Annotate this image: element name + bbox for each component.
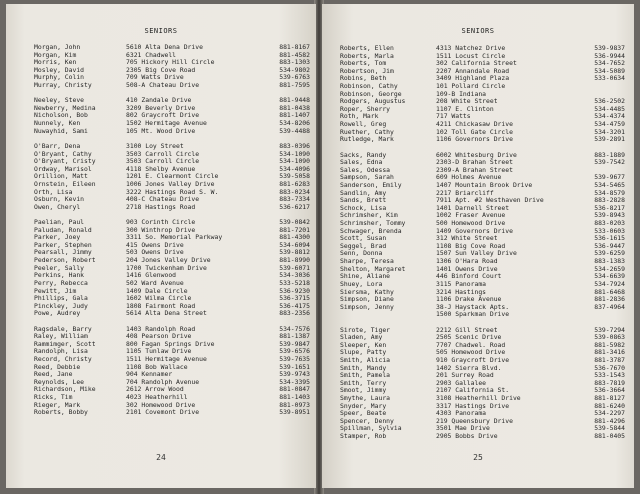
page-number: 24 [156, 453, 166, 462]
student-phone: 539-6576 [279, 347, 310, 356]
roster-entry [340, 106, 625, 114]
student-phone: 539-4488 [279, 126, 310, 135]
student-address: 4023 Heatherhill [126, 393, 188, 402]
right-page [322, 4, 634, 488]
student-name: Rowell, Greg [340, 120, 387, 129]
student-phone: 881-7201 [279, 225, 310, 234]
student-name: Rammimger, Scott [34, 339, 96, 348]
student-phone: 539-8951 [279, 408, 310, 417]
student-name: Rodgers, Augustus [340, 97, 406, 106]
student-address: 219 Queensbury Drive [436, 416, 513, 425]
student-name: Pewitt, Jim [34, 286, 77, 295]
student-phone: 536-6217 [279, 202, 310, 211]
student-phone: 883-7819 [594, 378, 625, 387]
student-address: 2905 Bobbs Drive [436, 432, 498, 441]
student-name: Parker, Joey [34, 233, 81, 242]
student-phone: 883-0396 [279, 141, 310, 150]
student-address: 1500 Sparkman Drive [436, 310, 510, 319]
student-phone: 536-9944 [594, 51, 625, 60]
student-name: Shuey, Lora [340, 279, 383, 288]
roster-entry [340, 311, 625, 319]
student-address: 3501 Mae Drive [436, 424, 490, 433]
student-phone: 881-0438 [279, 103, 310, 112]
student-name: Smoot, Jimmy [340, 386, 387, 395]
student-phone: 533-0603 [594, 226, 625, 235]
student-address: 609 Holmes Avenue [436, 173, 502, 182]
student-name: Osburn, Kevin [34, 195, 85, 204]
student-name: Smith, Alicia [340, 355, 391, 364]
student-address: 1006 Jones Valley Drive [126, 179, 215, 188]
student-phone: 539-9847 [279, 339, 310, 348]
student-phone: 539-0863 [594, 333, 625, 342]
student-name: Sirote, Tiger [340, 325, 391, 334]
student-name: Morgan, John [34, 43, 81, 51]
student-phone: 881-5982 [594, 340, 625, 349]
student-name: Schrimsher, Kim [340, 211, 398, 220]
student-name: Paelian, Paul [34, 218, 85, 227]
student-name: Record, Christy [34, 354, 92, 363]
student-address: 1409 Governors Drive [436, 226, 513, 235]
student-phone: 536-9447 [594, 241, 625, 250]
student-phone: 534-7652 [594, 59, 625, 68]
student-address: 1409 Dale Circle [126, 286, 188, 295]
student-phone: 533-1543 [594, 371, 625, 380]
student-name: Spillman, Sylvia [340, 424, 402, 433]
student-name: Ragsdale, Barry [34, 324, 92, 333]
page-number: 25 [473, 453, 483, 462]
student-address: 410 Zandale Drive [126, 96, 192, 105]
student-name: Snyder, Mary [340, 401, 387, 410]
student-address: 38-J Haystack Apts. [436, 302, 510, 311]
student-name: Sales, Edna [340, 158, 383, 167]
student-phone: 534-3201 [594, 127, 625, 136]
student-phone: 881-8990 [279, 256, 310, 265]
student-name: Randolph, Lisa [34, 347, 88, 356]
student-address: 446 Binford Court [436, 272, 502, 281]
student-address: 1700 Twickenham Drive [126, 263, 207, 272]
student-name: Phillips, Gala [34, 294, 88, 303]
student-address: 4303 Panorama [436, 409, 487, 418]
student-name: Ruether, Cathy [340, 127, 394, 136]
student-name: Shine, Aliane [340, 272, 391, 281]
student-name: Perry, Rebecca [34, 278, 88, 287]
student-name: Roberts, Marla [340, 51, 394, 60]
student-address: 105 Mt. Wood Drive [126, 126, 196, 135]
student-address: 3222 Hastings Road S. W. [126, 187, 219, 196]
student-phone: 536-2502 [594, 97, 625, 106]
student-address: 7707 Chadwel. Road [436, 340, 506, 349]
student-address: 3108 Heatherhill Drive [436, 394, 521, 403]
student-name: Robinson, George [340, 89, 402, 98]
student-phone: 534-7924 [594, 279, 625, 288]
student-name: Parker, Stephen [34, 240, 92, 249]
student-phone: 881-6468 [594, 287, 625, 296]
student-address: 300 Winthrop Drive [126, 225, 196, 234]
student-name: Murphy, Colin [34, 73, 85, 82]
student-name: Peeler, Sally [34, 263, 85, 272]
student-phone: 539-6259 [594, 249, 625, 258]
student-address: 502 Ward Avenue [126, 278, 184, 287]
student-address: 102 Toll Gate Circle [436, 127, 513, 136]
roster-entry [34, 128, 310, 136]
student-name: Reynolds, Lee [34, 377, 85, 386]
student-name: Sanderson, Emily [340, 180, 402, 189]
student-address: 3311 So. Memorial Parkway [126, 233, 223, 242]
student-name: Spencer, Denny [340, 416, 394, 425]
student-address: 4313 Natchez Drive [436, 44, 506, 52]
roster-entry [34, 364, 310, 372]
student-address: 704 Randolph Avenue [126, 377, 200, 386]
student-name: Roberts, Bobby [34, 408, 88, 417]
student-address: 505 Homewood Drive [436, 348, 506, 357]
student-phone: 881-3787 [594, 355, 625, 364]
student-phone: 539-7294 [594, 325, 625, 334]
student-phone: 536-9230 [279, 286, 310, 295]
student-phone: 536-4175 [279, 301, 310, 310]
roster-list [340, 45, 625, 441]
student-address: 2505 Scenic Drive [436, 333, 502, 342]
roster-entry [34, 409, 310, 417]
student-name: Orth, Lisa [34, 187, 73, 196]
student-phone: 881-2836 [594, 295, 625, 304]
student-address: 3409 Highland Plaza [436, 74, 510, 83]
student-address: 2305 Big Cove Road [126, 65, 196, 74]
student-address: 6002 Whitesburg Drive [436, 150, 517, 159]
student-phone: 534-7576 [279, 324, 310, 333]
student-phone: 837-4964 [594, 302, 625, 311]
page-header: SENIORS [144, 27, 178, 35]
student-phone: 883-1303 [279, 58, 310, 67]
student-name: Simpson, Diane [340, 295, 394, 304]
roster-entry [34, 310, 310, 318]
student-address: 1107 E. Clinton [436, 104, 494, 113]
student-phone: 883-7334 [279, 195, 310, 204]
student-name: Robertson, Jim [340, 66, 394, 75]
student-address: 109-B Indiana [436, 89, 487, 98]
student-address: 910 Graycroft Drive [436, 355, 510, 364]
student-address: 1602 Wilma Circle [126, 294, 192, 303]
student-name: Pinckley, Judy [34, 301, 88, 310]
student-phone: 539-8812 [279, 248, 310, 257]
student-phone: 881-7595 [279, 81, 310, 90]
student-phone: 534-8206 [279, 119, 310, 128]
student-name: Reed, Debbie [34, 362, 81, 371]
student-name: Pearsall, Jimmy [34, 248, 92, 257]
student-phone: 881-3416 [594, 348, 625, 357]
student-address: 2303-D Brahan Street [436, 158, 513, 167]
student-address: 1416 Glenwood [126, 271, 177, 280]
student-phone: 534-1090 [279, 157, 310, 166]
student-name: O'Barr, Dena [34, 141, 81, 150]
student-name: O'Bryant, Cristy [34, 157, 96, 166]
student-address: 1407 Mountain Brook Drive [436, 180, 533, 189]
student-phone: 539-1651 [279, 362, 310, 371]
student-phone: 539-9837 [594, 44, 625, 52]
student-address: 3503 Carroll Circle [126, 157, 200, 166]
student-address: 705 Hickory Hill Circle [126, 58, 215, 67]
student-name: Rieger, Mark [34, 400, 81, 409]
student-phone: 534-9802 [279, 65, 310, 74]
student-name: Slupe, Patty [340, 348, 387, 357]
student-phone: 881-0973 [279, 400, 310, 409]
student-phone: 881-1403 [279, 393, 310, 402]
student-phone: 534-3036 [279, 271, 310, 280]
student-address: 1401 Owens Drive [436, 264, 498, 273]
student-address: 1201 E. Clearmont Circle [126, 172, 219, 181]
student-address: 1808 Fairmont Road [126, 301, 196, 310]
student-name: Nunnely, Ken [34, 119, 81, 128]
student-name: Ornstein, Eileen [34, 179, 96, 188]
student-name: Pederson, Robert [34, 256, 96, 265]
student-phone: 881-4300 [279, 233, 310, 242]
student-phone: 534-5465 [594, 180, 625, 189]
student-phone: 536-7670 [594, 363, 625, 372]
student-address: 3503 Carroll Circle [126, 149, 200, 158]
student-name: Sands, Brett [340, 196, 387, 205]
student-address: 1401 Darnell Street [436, 203, 510, 212]
student-name: Sandlin, Amy [340, 188, 387, 197]
student-address: 4211 Chickasaw Drive [436, 120, 513, 129]
roster-entry [340, 433, 625, 441]
student-address: 3209 Beverly Drive [126, 103, 196, 112]
student-name: Sampson, Sarah [340, 173, 394, 182]
student-name: Sladen, Amy [340, 333, 383, 342]
student-phone: 534-2659 [594, 264, 625, 273]
student-address: 312 White Street [436, 234, 498, 243]
student-name: Scott, Susan [340, 234, 387, 243]
student-name: Smith, Mandy [340, 363, 387, 372]
student-name: Robins, Beth [340, 74, 387, 83]
student-phone: 536-8217 [594, 203, 625, 212]
student-address: 6321 Chadwell [126, 50, 177, 59]
student-address: 904 Kennamer [126, 370, 173, 379]
student-name: Roth, Mark [340, 112, 379, 121]
student-address: 500 Homewood Drive [436, 219, 506, 228]
student-name: Sacks, Randy [340, 150, 387, 159]
student-phone: 536-3664 [594, 386, 625, 395]
student-phone: 881-4296 [594, 416, 625, 425]
student-phone: 883-0234 [279, 187, 310, 196]
student-name: Nuwayhid, Sami [34, 126, 88, 135]
roster-entry [34, 82, 310, 90]
page-header: SENIORS [461, 27, 495, 35]
student-address: 201 Surrey Road [436, 371, 494, 380]
student-phone: 534-6639 [594, 272, 625, 281]
student-address: 1108 Bob Wallace [126, 362, 188, 371]
student-name: Roberts, Ellen [340, 44, 394, 52]
student-name: Perkins, Hank [34, 271, 85, 280]
student-address: 1002 Fraser Avenue [436, 211, 506, 220]
student-name: Newberry, Medina [34, 103, 96, 112]
student-name: Senn, Donna [340, 249, 383, 258]
student-address: 1108 Big Cove Road [436, 241, 506, 250]
student-name: Reed, Jane [34, 370, 73, 379]
student-name: Schwager, Brenda [340, 226, 402, 235]
student-address: 1507 Sun Valley Drive [436, 249, 517, 258]
student-name: Orillion, Matt [34, 172, 88, 181]
student-phone: 539-6071 [279, 263, 310, 272]
student-phone: 881-1407 [279, 111, 310, 120]
student-address: 5614 Alta Dena Street [126, 309, 207, 318]
student-name: Raley, William [34, 332, 88, 341]
student-phone: 881-6283 [279, 179, 310, 188]
student-address: 1511 Hermitage Avenue [126, 354, 207, 363]
student-name: Schock, Lisa [340, 203, 387, 212]
student-name: Stamper, Rob [340, 432, 387, 441]
student-name: Smith, Terry [340, 378, 387, 387]
student-address: 2612 Arrow Wood [126, 385, 184, 394]
student-name: Richardson, Mike [34, 385, 96, 394]
student-name: Rutledge, Mark [340, 135, 394, 144]
student-phone: 534-8579 [594, 188, 625, 197]
student-phone: 539-7635 [279, 354, 310, 363]
student-address: 3317 Hastings Drive [436, 401, 510, 410]
student-address: 3100 Loy Street [126, 141, 184, 150]
student-phone: 534-4096 [279, 164, 310, 173]
student-phone: 534-6094 [279, 240, 310, 249]
student-phone: 883-0203 [594, 219, 625, 228]
student-phone: 539-2891 [594, 135, 625, 144]
student-name: Roper, Sherry [340, 104, 391, 113]
student-address: 1511 Locust Circle [436, 51, 506, 60]
student-address: 2207 Annandale Road [436, 66, 510, 75]
student-name: Sharpe, Teresa [340, 257, 394, 266]
student-phone: 534-4485 [594, 104, 625, 113]
student-phone: 881-6240 [594, 401, 625, 410]
student-name: Morris, Ken [34, 58, 77, 67]
student-phone: 539-8943 [594, 211, 625, 220]
student-phone: 539-6763 [279, 73, 310, 82]
student-phone: 881-0847 [279, 385, 310, 394]
student-name: Powe, Audrey [34, 309, 81, 318]
student-phone: 539-9677 [594, 173, 625, 182]
student-address: 2212 Gill Street [436, 325, 498, 334]
student-name: Mosley, David [34, 65, 85, 74]
student-address: 503 Owens Drive [126, 248, 184, 257]
student-address: 204 Jones Valley Drive [126, 256, 211, 265]
student-address: 101 Pollard Circle [436, 82, 506, 91]
student-phone: 883-1383 [594, 257, 625, 266]
roster-list [34, 44, 310, 417]
student-phone: 534-5089 [594, 66, 625, 75]
student-address: 800 Fagan Springs Drive [126, 339, 215, 348]
student-phone: 881-4582 [279, 50, 310, 59]
roster-entry [340, 136, 625, 144]
student-address: 302 Homewood Drive [126, 400, 196, 409]
student-address: 5610 Alta Dena Drive [126, 43, 203, 51]
student-address: 3214 Hastings [436, 287, 487, 296]
student-phone: 534-4759 [594, 120, 625, 129]
student-phone: 539-5844 [594, 424, 625, 433]
student-address: 1106 Governors Drive [436, 135, 513, 144]
student-address: 508-A Chateau Drive [126, 81, 200, 90]
student-name: Smythe, Laura [340, 394, 391, 403]
student-address: 208 White Street [436, 97, 498, 106]
left-page [6, 4, 316, 488]
student-name: Neeley, Steve [34, 96, 85, 105]
student-address: 1106 Drake Avenue [436, 295, 502, 304]
student-name: Siersma, Kathy [340, 287, 394, 296]
student-name: Sales, Odessa [340, 165, 391, 174]
student-phone: 539-0842 [279, 218, 310, 227]
student-phone: 534-3395 [279, 377, 310, 386]
student-address: 709 Watts Drive [126, 73, 184, 82]
student-phone: 881-0405 [594, 432, 625, 441]
student-name: Paludan, Ronald [34, 225, 92, 234]
student-address: 7911 Apt. #2 Westhaven Drive [436, 196, 544, 205]
student-address: 2101 Covemont Drive [126, 408, 200, 417]
student-phone: 533-0634 [594, 74, 625, 83]
student-address: 2107 California St. [436, 386, 510, 395]
student-phone: 883-1889 [594, 150, 625, 159]
student-name: O'Bryant, Cathy [34, 149, 92, 158]
student-address: 3115 Panorama [436, 279, 487, 288]
student-name: Shelton, Margaret [340, 264, 406, 273]
student-name: Seggel, Brad [340, 241, 387, 250]
student-address: 903 Corinth Circle [126, 218, 196, 227]
student-phone: 881-8167 [279, 43, 310, 51]
student-name: Smith, Pamela [340, 371, 391, 380]
student-address: 302 California Street [436, 59, 517, 68]
student-phone: 533-5218 [279, 278, 310, 287]
student-phone: 539-5058 [279, 172, 310, 181]
student-address: 415 Owens Drive [126, 240, 184, 249]
student-phone: 883-2828 [594, 196, 625, 205]
student-phone: 534-2297 [594, 409, 625, 418]
student-address: 408 Pearson Drive [126, 332, 192, 341]
student-phone: 534-1090 [279, 149, 310, 158]
student-phone: 883-2356 [279, 309, 310, 318]
student-address: 802 Graycroft Drive [126, 111, 200, 120]
student-address: 4118 Shelby Avenue [126, 164, 196, 173]
student-address: 1403 Randolph Road [126, 324, 196, 333]
student-address: 2309-A Brahan Street [436, 165, 513, 174]
student-name: Sleeper, Ken [340, 340, 387, 349]
student-address: 2217 Briarcliff [436, 188, 494, 197]
student-phone: 881-1387 [279, 332, 310, 341]
student-phone: 539-7542 [594, 158, 625, 167]
student-phone: 536-3715 [279, 294, 310, 303]
student-name: Roberts, Tom [340, 59, 387, 68]
student-address: 2903 Gallalee [436, 378, 487, 387]
student-address: 1502 Hermitage Avenue [126, 119, 207, 128]
student-phone: 536-1615 [594, 234, 625, 243]
student-name: Robinson, Cathy [340, 82, 398, 91]
student-name: Owen, Cheryl [34, 202, 81, 211]
student-address: 1402 Sierra Blvd. [436, 363, 502, 372]
student-phone: 534-4374 [594, 112, 625, 121]
student-name: Speer, Beate [340, 409, 387, 418]
student-address: 408-C Chateau Drive [126, 195, 200, 204]
roster-entry [34, 204, 310, 212]
student-address: 717 Watts [436, 112, 471, 121]
student-name: Schrimsher, Tommy [340, 219, 406, 228]
student-address: 1306 O'Hara Road [436, 257, 498, 266]
student-address: 2718 Hastings Road [126, 202, 196, 211]
student-name: Nicholson, Bob [34, 111, 88, 120]
student-phone: 881-9448 [279, 96, 310, 105]
student-name: Ordway, Marisol [34, 164, 92, 173]
student-name: Ricks, Tim [34, 393, 73, 402]
student-name: Simpson, Jenny [340, 302, 394, 311]
student-address: 1105 Tunlaw Drive [126, 347, 192, 356]
student-phone: 539-9743 [279, 370, 310, 379]
student-phone: 881-8127 [594, 394, 625, 403]
student-name: Murray, Christy [34, 81, 92, 90]
student-name: Morgan, Kim [34, 50, 77, 59]
